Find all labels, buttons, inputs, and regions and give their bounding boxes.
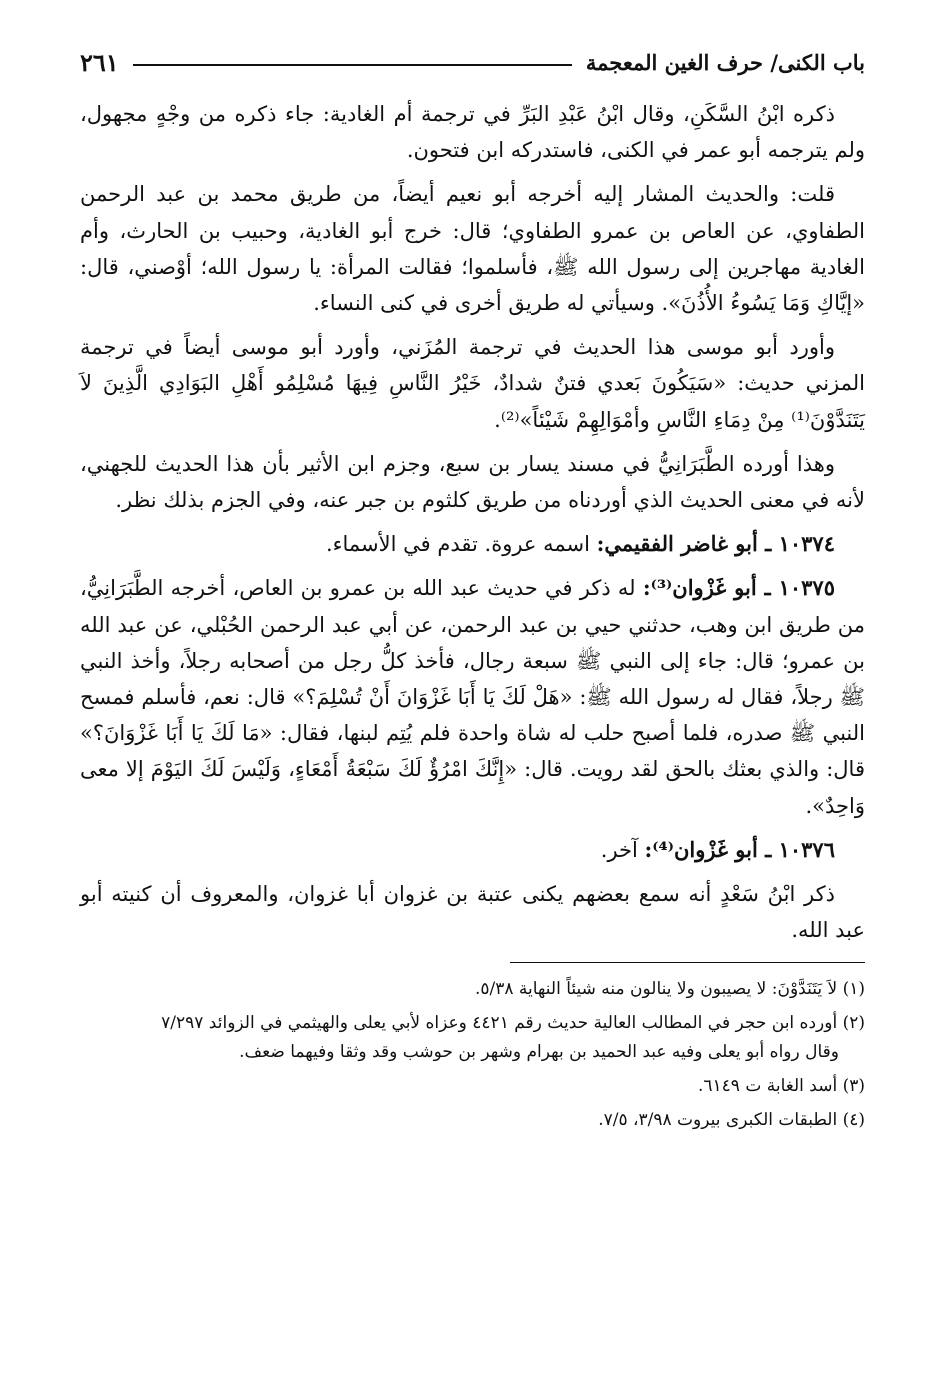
paragraph-tabarani: وهذا أورده الطَّبَرَانِيُّ في مسند يسار بن سبع، وجزم ابن الأثير بأن هذا الحديث للجهني، لأنه في معنى الحديث الذي أوردناه من طريق كلثوم بن جبر عنه، وفي الجزم بذلك نظر. bbox=[80, 451, 865, 513]
header-rule bbox=[133, 64, 572, 66]
footnote-1: (١) لاَ يَتَنَدَّوْنَ: لا يصيبون ولا ينالون منه شيئاً النهاية ٥/٣٨. bbox=[474, 979, 865, 1000]
entry-10376-heading: ١٠٣٧٦ ـ أبو غَزْوان⁽⁴⁾: bbox=[644, 836, 835, 862]
paragraph-abu-nuaym: قلت: والحديث المشار إليه أخرجه أبو نعيم أيضاً، من طريق محمد بن عبد الرحمن الطفاوي، عن العاص بن عمرو الطفاوي؛ قال: خرج أبو الغادية، وحبيب بن الحارث، وأم الغادية مهاجرين إلى رسول الله ﷺ، فأسلموا؛ فقالت المرأة: يا رسول الله؛ أوْصني، قال: «إيَّاكِ وَمَا يَسُوءُ الأُذُنَ». وسيأتي له طريق أخرى في كنى النساء. bbox=[80, 182, 865, 316]
paragraph-abu-musa: وأورد أبو موسى هذا الحديث في ترجمة المُزَني، وأورد أبو موسى أيضاً في ترجمة المزني حديث: «سَيَكُونَ بَعدي فتنٌ شدادٌ، خَيْرُ النَّاسِ فِيهَا مُسْلِمُو أَهْلِ البَوَادِي الَّذِينَ لاَ يَتَنَدَّوْنَ⁽¹⁾ مِنْ دِمَاءِ النَّاسِ وأمْوَالِهِمْ شَيْئاً»⁽²⁾. bbox=[80, 335, 865, 432]
footnote-4: (٤) الطبقات الكبرى بيروت ٣/٩٨، ٧/٥. bbox=[598, 1110, 865, 1131]
entry-10374-heading: ١٠٣٧٤ ـ أبو غاضر الفقيمي: bbox=[596, 531, 835, 557]
footnote-2 bbox=[80, 1009, 865, 1067]
paragraph-ibn-saad: ذكر ابْنُ سَعْدٍ أنه سمع بعضهم يكنى عتبة بن غزوان أبا غزوان، والمعروف أن كنيته أبو عبد الله. bbox=[80, 882, 865, 943]
footnote-separator bbox=[510, 962, 865, 963]
footnote-2-continuation: وقال رواه أبو يعلى وفيه عبد الحميد بن بهرام وشهر بن حوشب وقد وثقا وفيهما ضعف. bbox=[239, 1042, 839, 1063]
main-text bbox=[80, 96, 865, 948]
entry-10374 bbox=[80, 526, 865, 562]
book-page bbox=[80, 40, 865, 1140]
page-number: ٢٦١ bbox=[80, 47, 119, 77]
entry-10375 bbox=[80, 570, 865, 823]
entry-10375-heading: ١٠٣٧٥ ـ أبو غَزْوان⁽³⁾: bbox=[642, 575, 835, 601]
footnotes bbox=[80, 975, 865, 1135]
paragraph-ibn-sakan: ذكره ابْنُ السَّكَنِ، وقال ابْنُ عَبْدِ البَرِّ في ترجمة أم الغادية: جاء ذكره من وجْهٍ مجهول، ولم يترجمه أبو عمر في الكنى، فاستدركه ابن فتحون. bbox=[80, 102, 865, 163]
entry-10376-text: آخر. bbox=[600, 837, 645, 862]
entry-10376 bbox=[80, 832, 865, 868]
entry-10374-text: اسمه عروة. تقدم في الأسماء. bbox=[325, 532, 597, 557]
footnote-3: (٣) أسد الغابة ت ٦١٤٩. bbox=[698, 1076, 865, 1097]
entry-10375-text: له ذكر في حديث عبد الله بن عمرو بن العاص، أخرجه الطَّبَرَانِيُّ، من طريق ابن وهب، حدثني حيي بن عبد الرحمن، عن أبي عبد الرحمن الحُبْلي، عن عبد الله بن عمرو؛ قال: جاء إلى النبي ﷺ سبعة رجال، فأخذ كلُّ رجل من أصحابه رجلاً، وأخذ النبي ﷺ رجلاً، فقال له رسول الله ﷺ: «هَلْ لَكَ يَا أَبَا غَزْوَانَ أَنْ تُسْلِمَ؟» قال: نعم، فأسلم فمسح النبي ﷺ صدره، فلما أصبح حلب له شاة واحدة فلم يُتِم لبنها، فقال: «مَا لَكَ يَا أَبَا غَزْوَانَ؟» قال: والذي بعثك بالحق لقد رويت. قال: «إِنَّكَ امْرُؤٌ لَكَ سَبْعَةُ أَمْعَاءٍ، وَلَيْسَ لَكَ اليَوْمَ إلا معى وَاحِدٌ». bbox=[80, 576, 865, 818]
chapter-title: باب الكنى/ حرف الغين المعجمة bbox=[585, 49, 865, 75]
footnote-2-text: (٢) أورده ابن حجر في المطالب العالية حديث رقم ٤٤٢١ وعزاه لأبي يعلى والهيثمي في الزوائد ٧/٢٩٧ bbox=[161, 1013, 865, 1034]
running-header bbox=[80, 40, 865, 84]
